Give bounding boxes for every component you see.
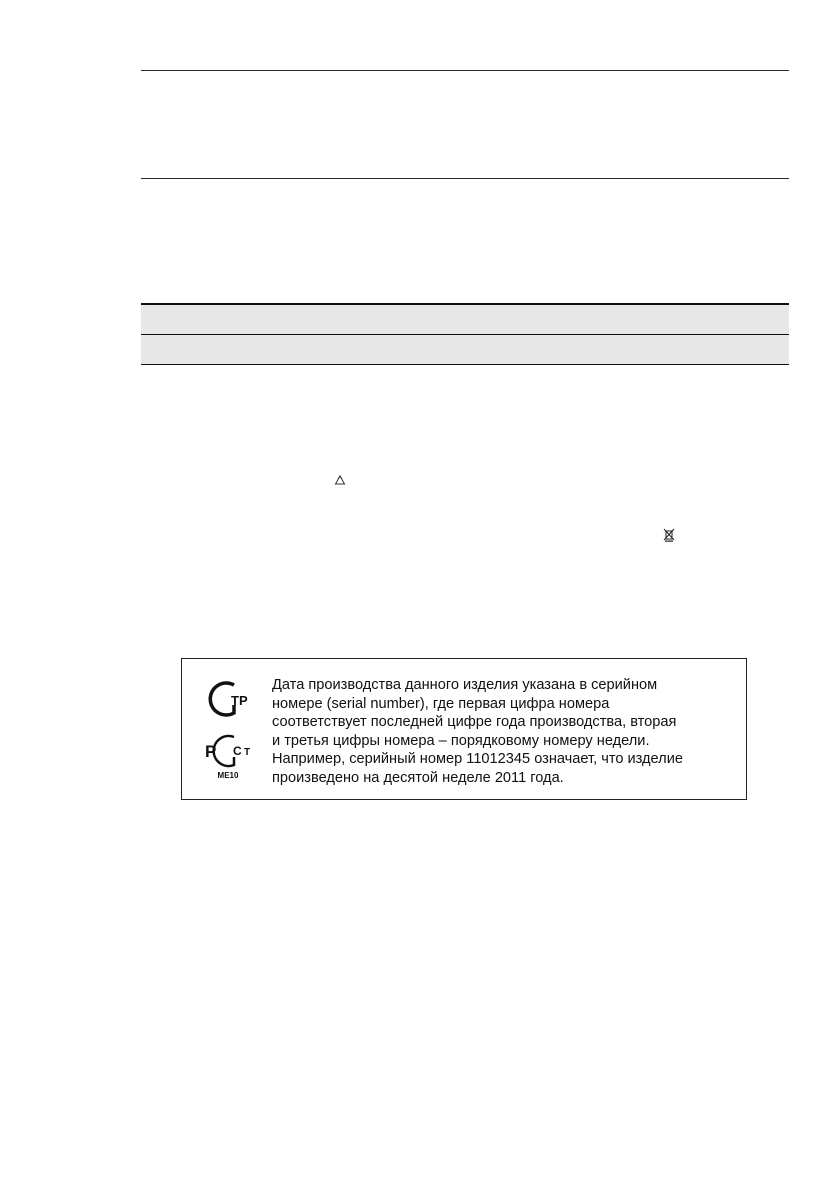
certification-box [181, 658, 747, 800]
certification-text [272, 676, 742, 788]
certification-logos [200, 675, 262, 787]
recycle-icon [333, 474, 347, 488]
mark-code: ME10 [217, 771, 239, 780]
svg-text:Р: Р [205, 742, 217, 761]
cert-text-line: соответствует последней цифре года производства, вторая [272, 714, 677, 731]
svg-text:ТР: ТР [231, 693, 248, 708]
cert-text-line: Например, серийный номер 11012345 означает, что изделие [272, 751, 683, 768]
cert-text-line: и третья цифры номера – порядковому номеру недели. [272, 732, 650, 749]
svg-text:С: С [233, 744, 242, 758]
top-divider [141, 70, 789, 71]
table-row [141, 305, 789, 334]
cert-text-line: Дата производства данного изделия указана в серийном [272, 677, 658, 693]
crossed-bin-icon [663, 528, 675, 542]
eac-ctr-mark-icon [200, 675, 258, 723]
table-row [141, 334, 789, 364]
section-divider [141, 178, 789, 179]
cert-text-line: номере (serial number), где первая цифра номера [272, 695, 610, 712]
svg-text:Т: Т [244, 747, 251, 758]
cert-text-line: произведено на десятой неделе 2011 года. [272, 769, 564, 786]
rst-mark-icon [200, 729, 258, 773]
spec-table [141, 303, 789, 365]
